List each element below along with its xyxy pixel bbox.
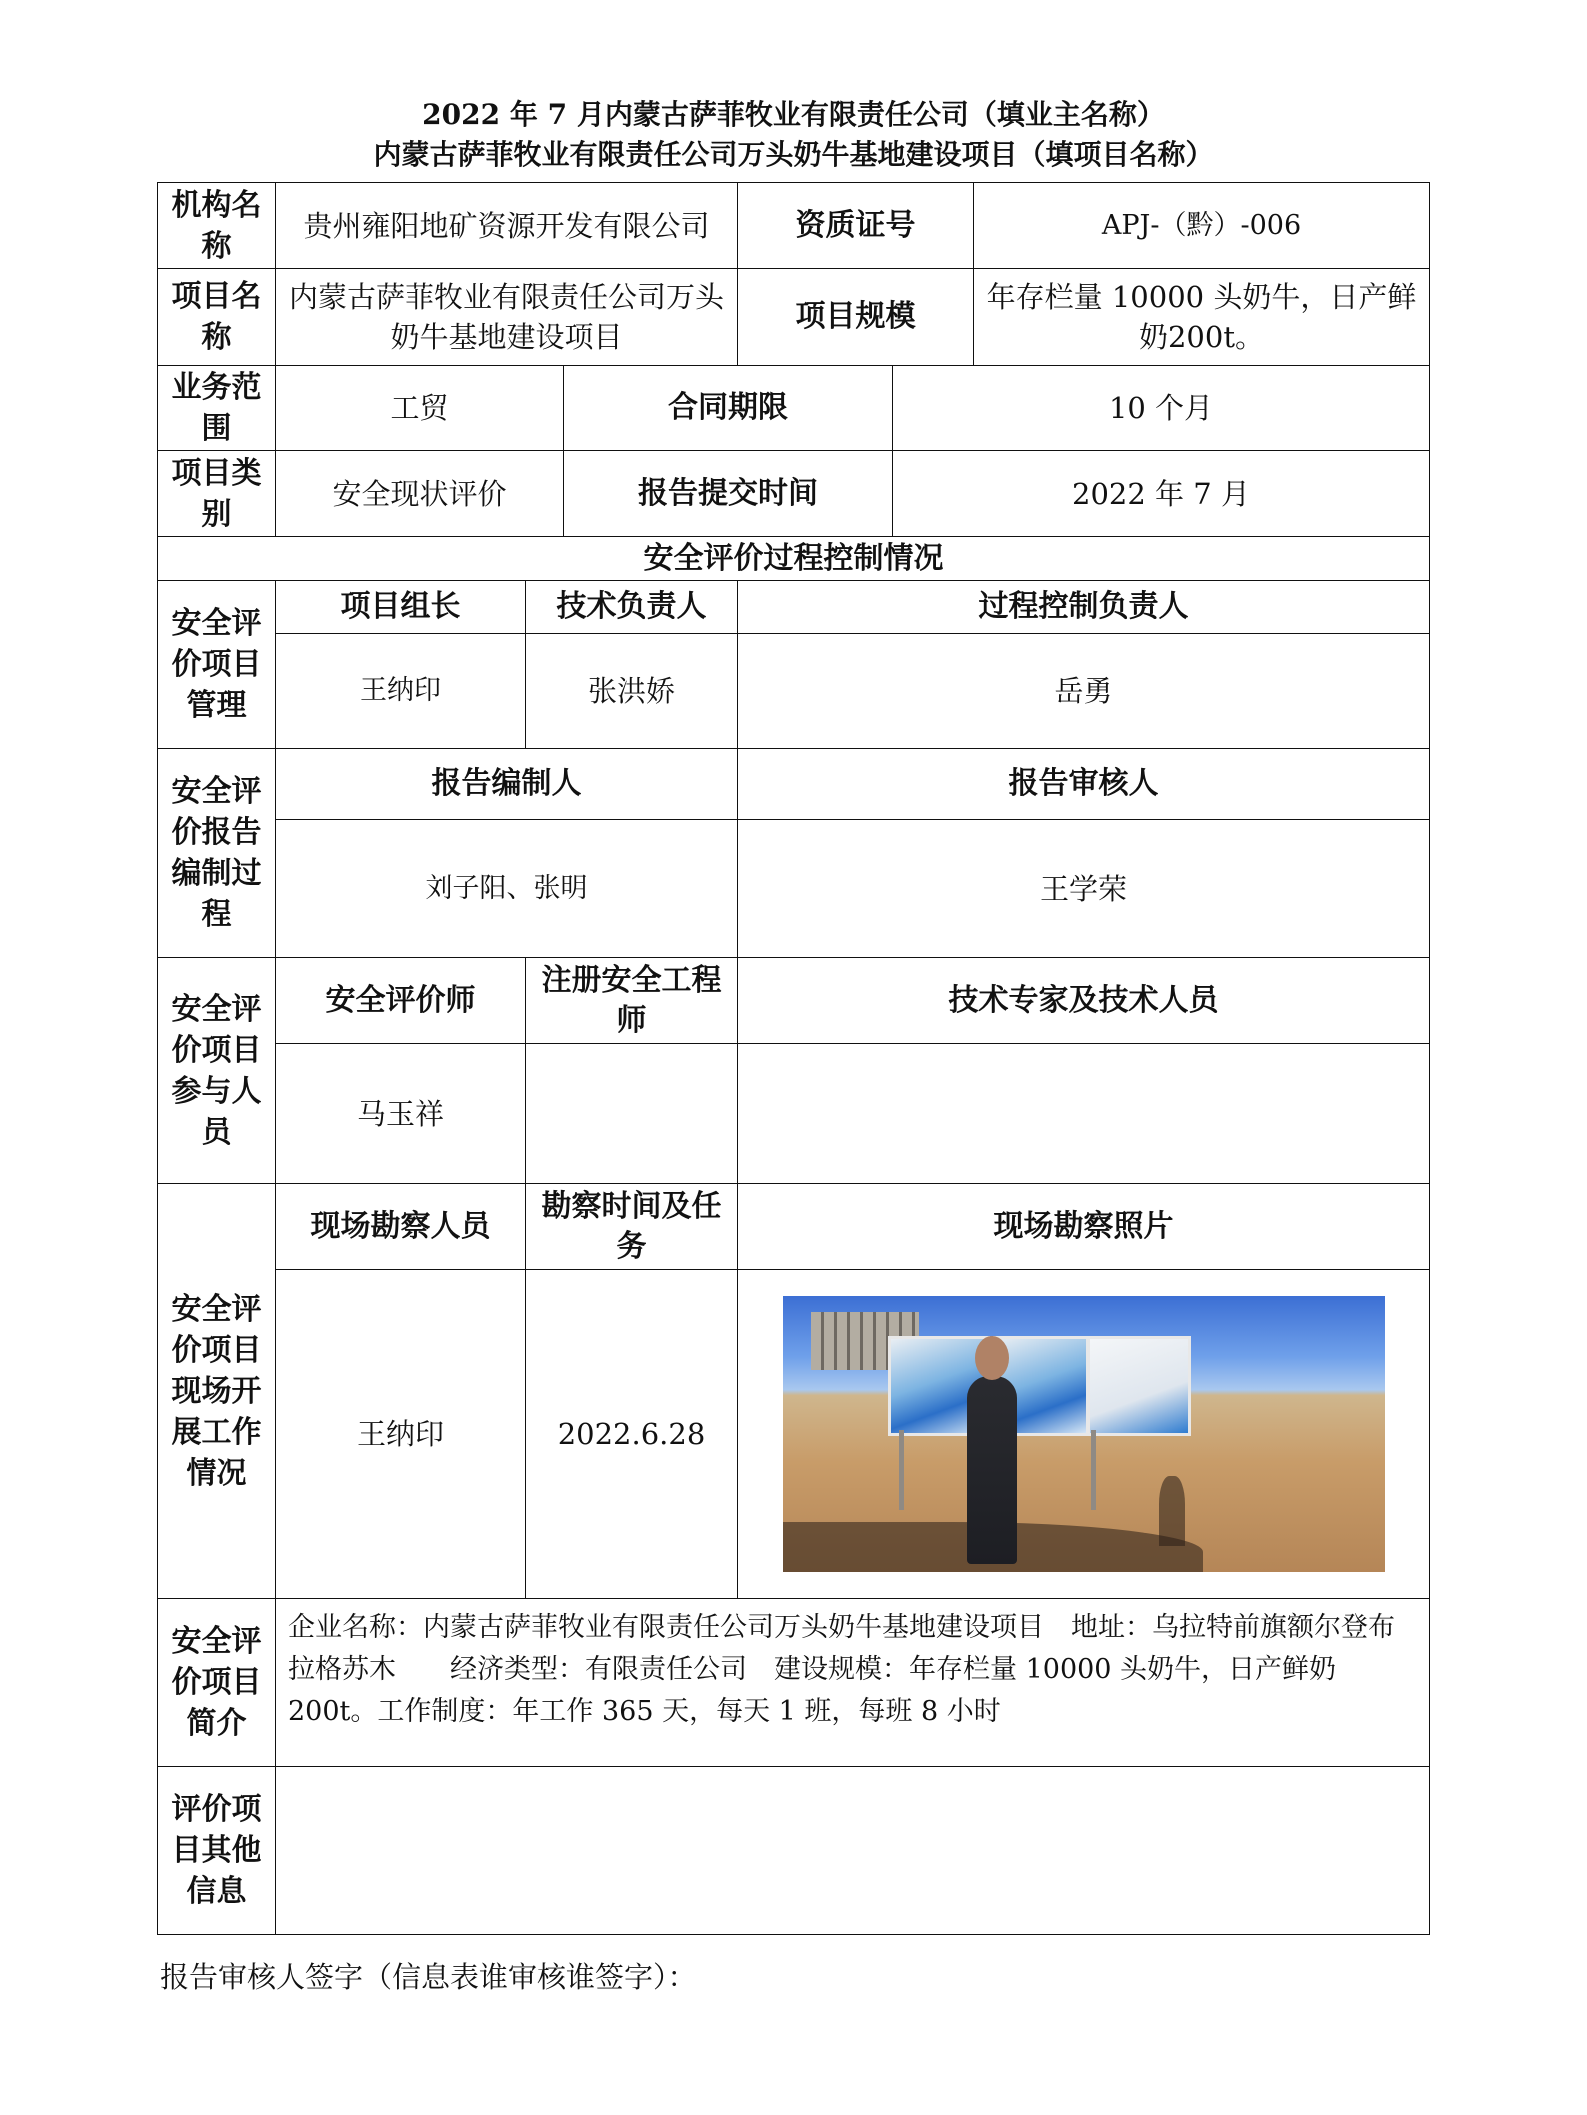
expert-value	[738, 1044, 1430, 1184]
document-title-line2: 内蒙古萨菲牧业有限责任公司万头奶牛基地建设项目（填项目名称）	[373, 138, 1214, 171]
org-name-value: 贵州雍阳地矿资源开发有限公司	[276, 183, 738, 269]
survey-photo-cell	[738, 1270, 1430, 1599]
survey-staff-value: 王纳印	[276, 1270, 526, 1599]
project-type-label: 项目类别	[158, 451, 276, 537]
process-control-title: 安全评价过程控制情况	[158, 537, 1430, 581]
photo-pole	[1091, 1430, 1096, 1510]
document-title-line1: 2022 年 7 月内蒙古萨菲牧业有限责任公司（填业主名称）	[422, 98, 1165, 131]
control-lead-value: 岳勇	[738, 634, 1430, 749]
writer-value: 刘子阳、张明	[276, 820, 738, 958]
cert-label: 资质证号	[738, 183, 974, 269]
site-survey-photo	[783, 1296, 1385, 1572]
contract-period-label: 合同期限	[564, 366, 893, 451]
participants-label: 安全评价项目参与人员	[158, 958, 276, 1184]
intro-text: 企业名称：内蒙古萨菲牧业有限责任公司万头奶牛基地建设项目 地址：乌拉特前旗额尔登布拉格苏木 经济类型：有限责任公司 建设规模：年存栏量 10000 头奶牛，日产鲜奶 200t。工作制度：年工作 365 天，每天 1 班，每班 8 小时	[276, 1599, 1430, 1767]
business-scope-value: 工贸	[276, 366, 564, 451]
tech-lead-header: 技术负责人	[526, 581, 738, 634]
survey-time-header: 勘察时间及任务	[526, 1184, 738, 1270]
control-lead-header: 过程控制负责人	[738, 581, 1430, 634]
photo-pole	[899, 1430, 904, 1510]
survey-time-value: 2022.6.28	[526, 1270, 738, 1599]
photo-billboard-3	[1087, 1336, 1191, 1436]
project-scale-label: 项目规模	[738, 269, 974, 366]
reviewer-signature-line: 报告审核人签字（信息表谁审核谁签字）：	[160, 1960, 697, 1994]
management-label: 安全评价项目管理	[158, 581, 276, 749]
expert-header: 技术专家及技术人员	[738, 958, 1430, 1044]
org-name-label: 机构名称	[158, 183, 276, 269]
intro-label: 安全评价项目简介	[158, 1599, 276, 1767]
engineer-header: 注册安全工程师	[526, 958, 738, 1044]
photo-person-head	[975, 1336, 1009, 1380]
survey-photo-header: 现场勘察照片	[738, 1184, 1430, 1270]
submit-time-label: 报告提交时间	[564, 451, 893, 537]
project-name-value: 内蒙古萨菲牧业有限责任公司万头奶牛基地建设项目	[276, 269, 738, 366]
business-scope-label: 业务范围	[158, 366, 276, 451]
leader-value: 王纳印	[276, 634, 526, 749]
submit-time-value: 2022 年 7 月	[893, 451, 1430, 537]
other-info-label: 评价项目其他信息	[158, 1767, 276, 1935]
writer-header: 报告编制人	[276, 749, 738, 820]
reviewer-header: 报告审核人	[738, 749, 1430, 820]
photo-person	[967, 1376, 1017, 1564]
tech-lead-value: 张洪娇	[526, 634, 738, 749]
compilation-label: 安全评价报告编制过程	[158, 749, 276, 958]
engineer-value	[526, 1044, 738, 1184]
photo-shadow-figure	[1159, 1476, 1185, 1546]
project-scale-value: 年存栏量 10000 头奶牛，日产鲜奶200t。	[974, 269, 1430, 366]
survey-label: 安全评价项目现场开展工作情况	[158, 1184, 276, 1599]
other-info-value	[276, 1767, 1430, 1935]
info-table	[157, 182, 1430, 1935]
leader-header: 项目组长	[276, 581, 526, 634]
evaluator-header: 安全评价师	[276, 958, 526, 1044]
reviewer-value: 王学荣	[738, 820, 1430, 958]
project-type-value: 安全现状评价	[276, 451, 564, 537]
survey-staff-header: 现场勘察人员	[276, 1184, 526, 1270]
contract-period-value: 10 个月	[893, 366, 1430, 451]
evaluator-value: 马玉祥	[276, 1044, 526, 1184]
cert-value: APJ-（黔）-006	[974, 183, 1430, 269]
project-name-label: 项目名称	[158, 269, 276, 366]
